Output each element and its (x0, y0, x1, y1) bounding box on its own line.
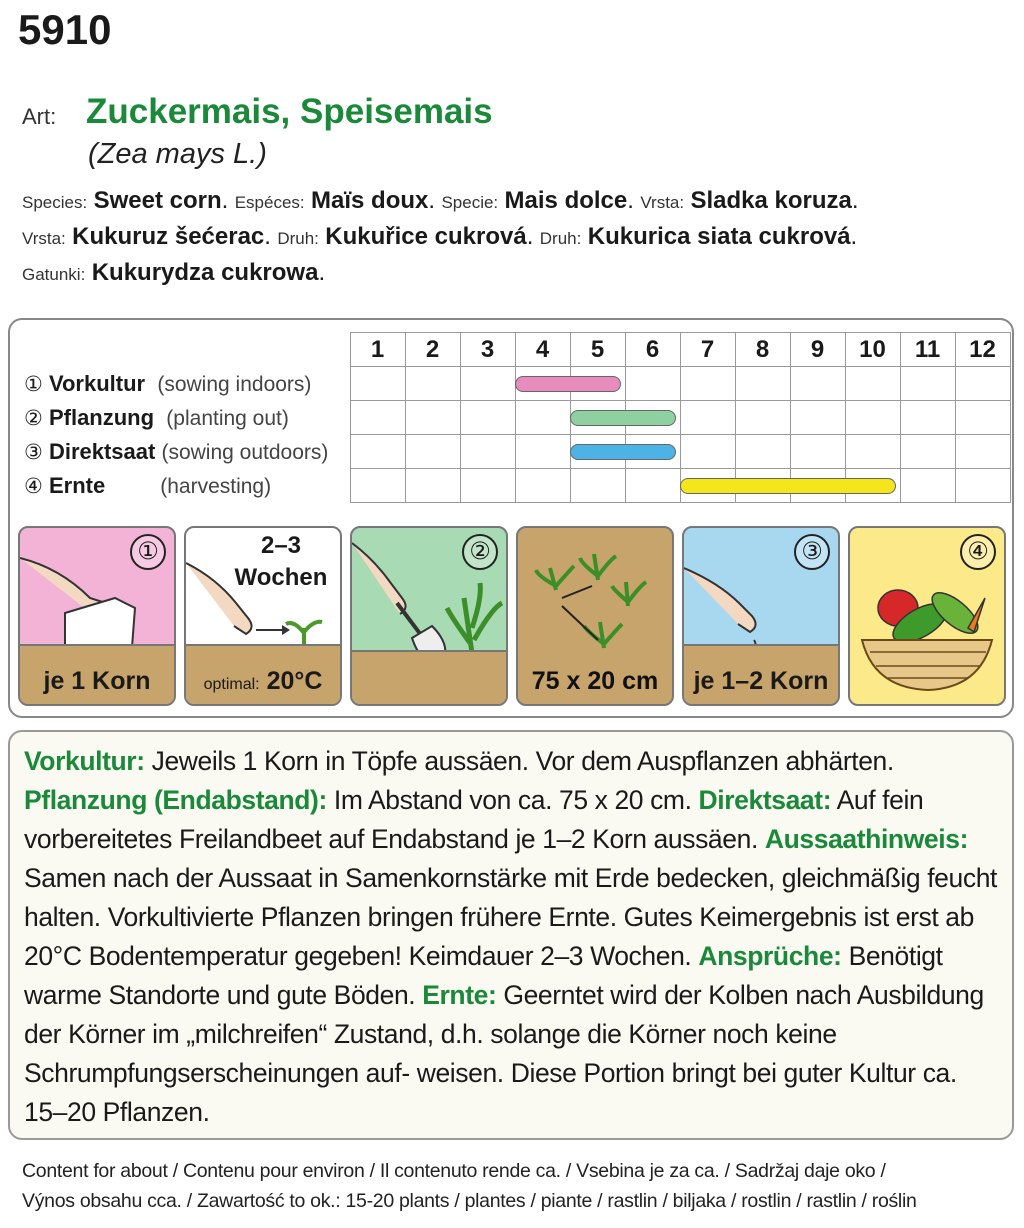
instruction-text: Samen nach der Aussaat in Samenkornstärke mit Erde bedecken, gleichmäßig feucht halten. Vorkultivierte Pflanzen bringen frühere Ernte. Gutes Keimergebnis ist erst ab 20°C Bodentemperatur gegeben! Keimdauer 2–3 Wochen. (24, 863, 997, 971)
month-header: 5 (570, 333, 625, 367)
instruction-text: Jeweils 1 Korn in Töpfe aussäen. Vor dem Auspflanzen abhärten. (144, 746, 894, 776)
vegetable-basket-icon (850, 528, 1004, 704)
row-label: ④ Ernte (harvesting) (24, 472, 272, 498)
instruction-heading: Ernte: (422, 980, 497, 1010)
instruction-text: Auf fein vorbereitetes Freilandbeet auf Endabstand je 1–2 Korn aussäen. (24, 785, 924, 854)
instruction-heading: Ansprüche: (698, 941, 842, 971)
art-name: Zuckermais, Speisemais (86, 92, 493, 131)
species-label: Gatunki: (22, 265, 86, 284)
species-label: Vrsta: (22, 229, 66, 248)
footer-line: Content for about / Contenu pour environ / Il contenuto rende ca. / Vsebina je za ca. / Sadržaj daje oko / (22, 1160, 886, 1182)
species-name: Kukurica siata cukrová (587, 223, 851, 250)
step-number: ② (462, 534, 498, 570)
month-header-row (22, 333, 1010, 367)
calendar-row-direktsaat (22, 435, 1010, 469)
tile-label: 75 x 20 cm (531, 667, 659, 695)
month-header: 12 (955, 333, 1010, 367)
instruction-heading: Direktsaat: (698, 785, 832, 815)
species-name: Sladka koruza (690, 187, 852, 214)
species-line-2: Vrsta: Kukuruz šećerac. Druh: Kukuřice cukrová. Druh: Kukurica siata cukrová. (22, 223, 858, 250)
footer-line: Výnos obsahu cca. / Zawartość to ok.: 15-20 plants / plantes / piante / rastlin / biljaka / rostlin / rastlin / roślin (22, 1190, 917, 1212)
instructions-box (8, 730, 1014, 1140)
month-header: 7 (680, 333, 735, 367)
species-label: Espéces: (234, 193, 305, 212)
species-line-3: Gatunki: Kukurydza cukrowa. (22, 259, 326, 286)
month-header: 2 (405, 333, 460, 367)
tile-spacing (516, 526, 674, 706)
species-label: Vrsta: (640, 193, 685, 212)
instruction-text: Geerntet wird der Kolben nach Ausbildung der Körner im „milchreifen“ Zustand, d.h. solange die Körner noch keine Schrumpfungserscheinungen auf- weisen. Diese Portion bringt bei guter Kultur ca. 15–20 Pflanzen. (24, 980, 984, 1127)
tile-planting-out (350, 526, 508, 706)
tile-germination (184, 526, 342, 706)
species-label: Druh: (539, 229, 582, 248)
instruction-text: Benötigt warme Standorte und gute Böden. (24, 941, 943, 1010)
month-header: 10 (845, 333, 900, 367)
header-blank (22, 333, 350, 367)
row-label: ③ Direktsaat (sowing outdoors) (24, 438, 329, 464)
row-label: ② Pflanzung (planting out) (24, 404, 289, 430)
species-name: Kukurydza cukrowa (91, 259, 319, 286)
tile-sowing-indoors (18, 526, 176, 706)
species-name: Mais dolce (504, 187, 628, 214)
species-name: Kukuřice cukrová (325, 223, 527, 250)
germination-duration: 2–3 Wochen (234, 532, 328, 591)
product-code: 5910 (18, 6, 112, 53)
calendar-bar (570, 444, 676, 460)
tile-label: je 1–2 Korn (693, 667, 829, 695)
instruction-heading: Vorkultur: (24, 746, 145, 776)
calendar-bar (515, 376, 621, 392)
calendar-bar (570, 410, 676, 426)
step-number: ④ (960, 534, 996, 570)
row-label: ① Vorkultur (sowing indoors) (24, 370, 312, 396)
tile-label: je 1 Korn (43, 667, 151, 695)
month-header: 1 (350, 333, 405, 367)
species-line-1: Species: Sweet corn. Espéces: Maïs doux. Specie: Mais dolce. Vrsta: Sladka koruza. (22, 187, 859, 214)
month-header: 6 (625, 333, 680, 367)
month-header: 11 (900, 333, 955, 367)
instruction-text: Im Abstand von ca. 75 x 20 cm. (326, 785, 699, 815)
month-header: 3 (460, 333, 515, 367)
species-label: Species: (22, 193, 88, 212)
content-footer (22, 1156, 917, 1216)
species-name: Sweet corn (93, 187, 222, 214)
tile-sowing-outdoors (682, 526, 840, 706)
tile-label: optimal: 20°C (203, 667, 323, 695)
month-header: 8 (735, 333, 790, 367)
species-label: Druh: (277, 229, 319, 248)
month-header: 9 (790, 333, 845, 367)
species-name: Maïs doux (311, 187, 429, 214)
calendar-bar (680, 478, 896, 494)
month-header: 4 (515, 333, 570, 367)
species-name: Kukuruz šećerac (72, 223, 265, 250)
step-number: ③ (794, 534, 830, 570)
instructions-text (24, 742, 998, 1132)
art-label: Art: (22, 104, 57, 129)
calendar-row-pflanzung (22, 401, 1010, 435)
tile-harvest (848, 526, 1006, 706)
instruction-heading: Pflanzung (Endabstand): (24, 785, 327, 815)
step-number: ① (130, 534, 166, 570)
latin-name: (Zea mays L.) (88, 138, 267, 170)
instruction-heading: Aussaathinweis: (764, 824, 968, 854)
species-label: Specie: (441, 193, 499, 212)
soil (352, 650, 506, 704)
